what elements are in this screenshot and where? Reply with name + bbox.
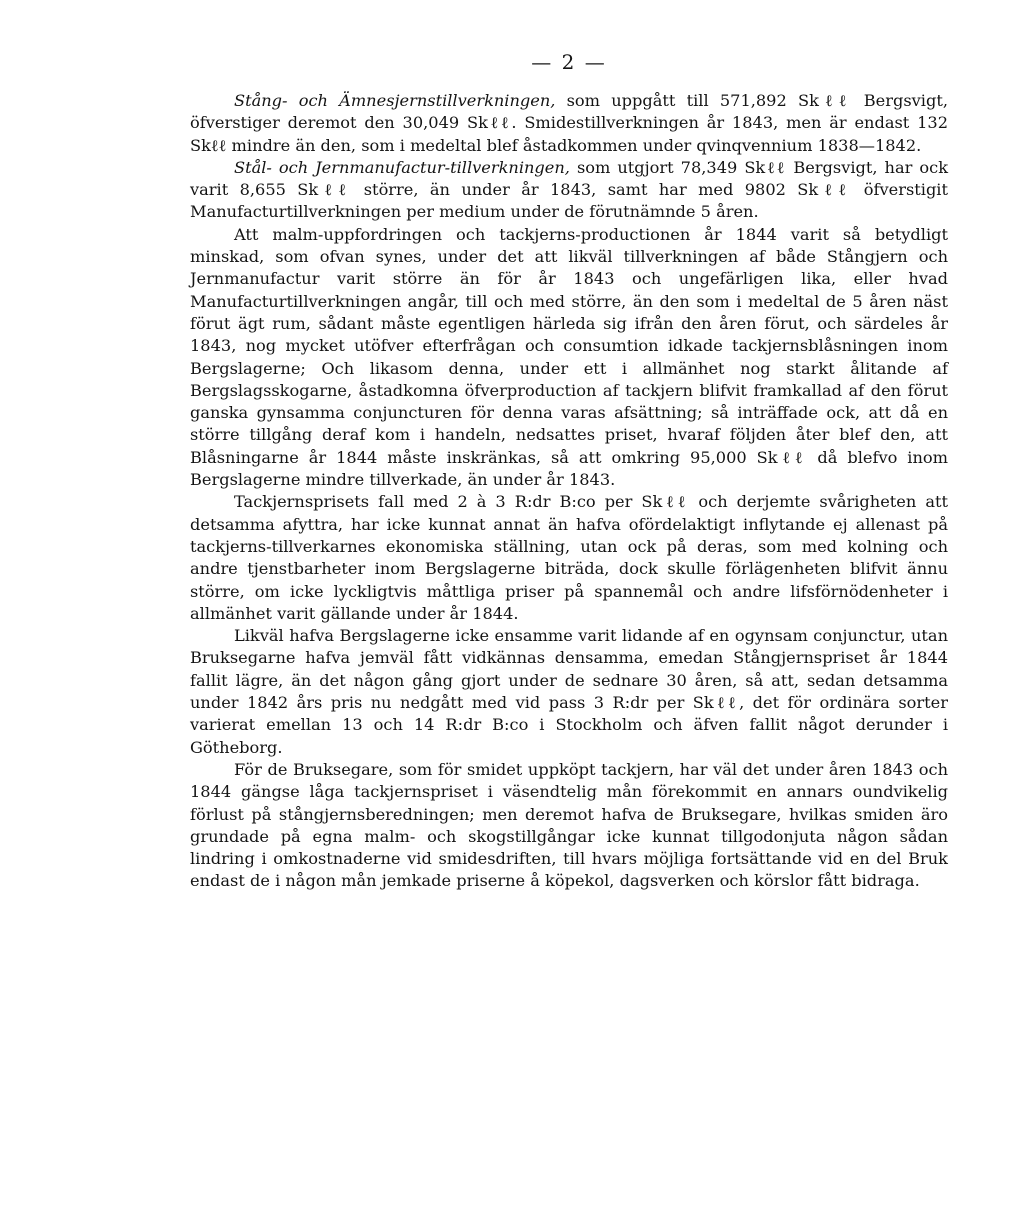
paragraph-text: som uppgått till 571,892 Skℓℓ Bergsvigt, öfverstiger deremot den 30,049 Skℓℓ. Smidestillverkningen år 1843, men är endast 132 Skℓℓ mindre än den, som i medeltal blef åstadkommen under qvinqvennium 1838—1842.: [190, 91, 948, 155]
paragraph-stal-och-jernmanufactur: [190, 157, 948, 224]
paragraph-text: som utgjort 78,349 Skℓℓ Bergsvigt, har ock varit 8,655 Skℓℓ större, än under år 1843, samt har med 9802 Skℓℓ öfverstigit Manufacturtillverkningen per medium under de förutnämnde 5 åren.: [190, 157, 949, 222]
page-number: — 2 —: [531, 50, 607, 74]
document-page: [190, 42, 948, 893]
paragraph-text: För de Bruksegare, som för smidet uppköpt tackjern, har väl det under åren 1843 och 1844 gängse låga tackjernspriset i väsendtelig mån förekommit en annars oundvikelig förlust på stångjernsberedningen; men deremot hafva de Bruksegare, hvilkas smiden äro grundade på egna malm- och skogstillgångar icke kunnat tillgodonjuta någon sådan lindring i omkostnaderne vid smidesdriften, till hvars möjliga fortsättande vid en del Bruk endast de i någon mån jemkade priserne å köpekol, dagsverken och körslor fått bidraga.: [190, 759, 948, 891]
paragraph-text: Att malm-uppfordringen och tackjerns-productionen år 1844 varit så betydligt minskad, som ofvan synes, under det att likväl tillverkningen af både Stångjern och Jernmanufactur varit större än för år 1843 och ungefärligen lika, eller hvad Manufacturtillverkningen angår, till och med större, än den som i medeltal de 5 åren näst förut ägt rum, sådant måste egentligen härleda sig ifrån den åren förut, och särdeles år 1843, nog mycket utöfver efterfrågan och consumtion idkade tackjernsblåsningen inom Bergslagerne; Och likasom denna, under ett i allmänhet nog starkt ålitande af Bergslagsskogarne, åstadkomna öfverproduction af tackjern blifvit framkallad af den förut ganska gynsamma conjuncturen för denna varas afsättning; så inträffade ock, att då en större tillgång deraf kom i handeln, nedsattes priset, hvaraf följden åter blef den, att Blåsningarne år 1844 måste inskränkas, så att omkring 95,000 Skℓℓ då blefvo inom Bergslagerne mindre tillverkade, än under år 1843.: [190, 224, 948, 490]
paragraph-lead: Stål- och Jernmanufactur-tillverkningen,: [234, 157, 570, 177]
paragraph-for-de-bruksegare: [190, 759, 948, 893]
paragraph-malm-uppfordringen: [190, 224, 948, 492]
paragraph-stang-och-amnesjern: [190, 90, 948, 157]
paragraph-tackjernsprisets-fall: [190, 491, 948, 625]
paragraph-text: Tackjernsprisets fall med 2 à 3 R:dr B:co per Skℓℓ och derjemte svårigheten att detsamma afyttra, har icke kunnat annat än hafva ofördelaktigt inflytande ej allenast på tackjerns-tillverkarnes ekonomiska ställning, utan ock på deras, som med kolning och andre tjenstbarheter inom Bergslagerne biträda, dock skulle förlägenheten blifvit ännu större, om icke lyckligtvis måttliga priser på spannemål och andre lifsförnödenheter i allmänhet varit gällande under år 1844.: [190, 492, 948, 623]
paragraph-lead: Stång- och Ämnesjernstillverkningen,: [234, 91, 556, 110]
paragraph-text: Likväl hafva Bergslagerne icke ensamme varit lidande af en ogynsam conjunctur, utan Bruksegarne hafva jemväl fått vidkännas densamma, emedan Stångjernspriset år 1844 fallit lägre, än det någon gång gjort under de sednare 30 åren, så att, sedan detsamma under 1842 års pris nu nedgått med vid pass 3 R:dr per Skℓℓ, det för ordinära sorter varierat emellan 13 och 14 R:dr B:co i Stockholm och äfven fallit något derunder i Götheborg.: [190, 626, 948, 757]
paragraph-likval-hafva-bergslagerne: [190, 625, 948, 759]
